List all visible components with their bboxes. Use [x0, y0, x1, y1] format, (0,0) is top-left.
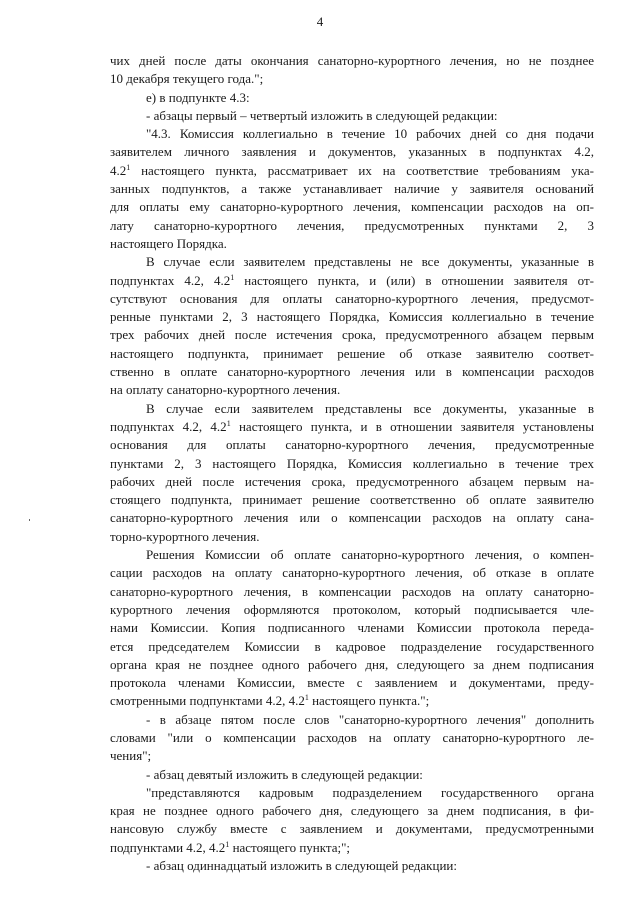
text-line: - в абзаце пятом после слов "санаторно-курортного лечения" дополнить [146, 711, 594, 727]
text-line: - абзац одиннадцатый изложить в следующей редакции: [146, 858, 457, 874]
text-line: торно-курортного лечения. [110, 528, 260, 544]
text-line: трех рабочих дней после истечения срока, предусмотренного абзацем первым [110, 327, 594, 343]
text-line: нансовую службу вместе с заявлением и документами, предусмотренными [110, 821, 594, 837]
text-line: В случае если заявителем представлены все документы, указанные в [146, 400, 594, 416]
text-line: е) в подпункте 4.3: [146, 89, 250, 105]
text-line: основания для оплаты санаторно-курортного лечения, предусмотренные [110, 437, 594, 453]
text-line: ренные пунктами 2, 3 настоящего Порядка, Комиссия коллегиально в течение [110, 309, 594, 325]
text-line: санаторно-курортного лечения, в компенсации расходов на оплату санаторно- [110, 583, 594, 599]
text-line: - абзацы первый – четвертый изложить в следующей редакции: [146, 107, 498, 123]
text-line: В случае если заявителем представлены не все документы, указанные в [146, 254, 594, 270]
text-line: ственно в оплате санаторно-курортного лечения или в компенсации расходов [110, 364, 594, 380]
text-line: санаторно-курортного лечения или о компенсации расходов на оплату сана- [110, 510, 594, 526]
text-line: стоящего подпункта, принимает решение соответственно об оплате заявителю [110, 492, 594, 508]
text-line: на оплату санаторно-курортного лечения. [110, 382, 341, 398]
text-line: подпунктах 4.2, $4.2^1$ настоящего пункта, и в отношении заявителя установлены [110, 418, 594, 434]
text-line: края не позднее одного рабочего дня, следующего за днем подписания, в фи- [110, 803, 594, 819]
text-line: нами Комиссии. Копия подписанного членами Комиссии протокола переда- [110, 620, 594, 636]
text-line: курортного лечения оформляются протоколом, который подписывается чле- [110, 601, 594, 617]
text-line: смотренными подпунктами 4.2, $4.2^1$ настоящего пункта."; [110, 693, 430, 709]
document-body [110, 52, 594, 875]
text-line: сутствуют основания для оплаты санаторно-курортного лечения, предусмот- [110, 290, 594, 306]
text-line: занных подпунктов, а также устанавливает наличие у заявителя оснований [110, 181, 594, 197]
text-line: органа края не позднее одного рабочего дня, следующего за днем подписания [110, 656, 594, 672]
text-line: подпунктами 4.2, $4.2^1$ настоящего пункта;"; [110, 839, 351, 855]
text-line: чения"; [110, 748, 152, 764]
text-line: ется председателем Комиссии в кадровое подразделение государственного [110, 638, 594, 654]
text-line: пунктами 2, 3 настоящего Порядка, Комиссия коллегиально в течение трех [110, 455, 594, 471]
text-line: словами "или о компенсации расходов на оплату санаторно-курортного ле- [110, 729, 594, 745]
text-line: сации расходов на оплату санаторно-курортного лечения, об отказе в оплате [110, 565, 594, 581]
text-line: для оплаты ему санаторно-курортного лечения, компенсации расходов на оп- [110, 199, 594, 215]
text-line: заявителем личного заявления и документов, указанных в подпунктах 4.2, [110, 144, 594, 160]
text-line: "4.3. Комиссия коллегиально в течение 10 рабочих дней со дня подачи [146, 126, 594, 142]
text-line: Решения Комиссии об оплате санаторно-курортного лечения, о компен- [146, 547, 594, 563]
text-line: подпунктах 4.2, $4.2^1$ настоящего пункта, и (или) в отношении заявителя от- [110, 272, 594, 288]
text-line: настоящего подпункта, принимает решение об отказе заявителю соответ- [110, 345, 594, 361]
text-line: "представляются кадровым подразделением государственного органа [146, 784, 594, 800]
text-line: чих дней после даты окончания санаторно-курортного лечения, но не позднее [110, 53, 594, 68]
text-line: лату санаторно-курортного лечения, предусмотренных пунктами 2, 3 [110, 217, 594, 233]
page-number: 4 [316, 14, 324, 29]
text-line: протокола членами Комиссии, вместе с заявлением и документами, преду- [110, 675, 594, 691]
text-line: - абзац девятый изложить в следующей редакции: [146, 766, 423, 782]
text-line: $4.2^1$ настоящего пункта, рассматривает их на соответствие требованиям ука- [110, 162, 594, 178]
text-line: рабочих дней после истечения срока, предусмотренного абзацем первым на- [110, 473, 594, 489]
margin-mark [29, 519, 30, 521]
text-line: настоящего Порядка. [110, 235, 227, 251]
text-line: 10 декабря текущего года."; [110, 71, 264, 87]
